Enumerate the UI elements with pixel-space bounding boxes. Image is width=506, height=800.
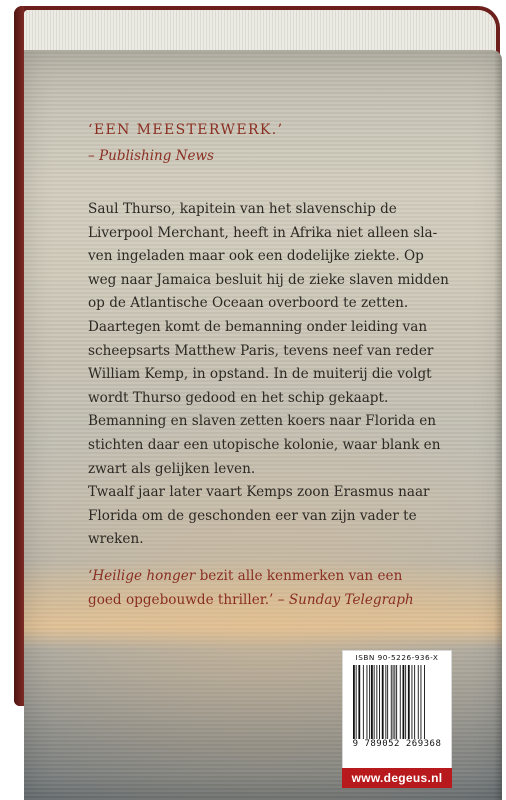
barcode-bar bbox=[358, 665, 360, 739]
review-line-1 bbox=[88, 565, 468, 589]
barcode-bar bbox=[400, 665, 401, 739]
barcode-bar bbox=[363, 665, 364, 739]
ean-number: 9 789052 269368 bbox=[352, 739, 442, 749]
barcode-bar bbox=[424, 665, 425, 739]
barcode-bar bbox=[414, 665, 415, 739]
praise-quote: ‘EEN MEESTERWERK.’ bbox=[88, 122, 284, 138]
barcode-bar bbox=[356, 665, 357, 739]
review-text-2: goed opgebouwde thriller.’ – bbox=[88, 591, 289, 608]
blurb-line: wordt Thurso gedood en het schip gekaapt. bbox=[88, 389, 389, 406]
publisher-url-badge bbox=[342, 768, 452, 788]
blurb-text bbox=[88, 198, 468, 552]
barcode-bar bbox=[421, 665, 422, 739]
blurb-line: scheepsarts Matthew Paris, tevens neef van reder bbox=[88, 342, 434, 359]
barcode-bar bbox=[376, 665, 377, 739]
barcode-bar bbox=[385, 665, 386, 739]
isbn-label: ISBN 90-5226-936-X bbox=[355, 653, 439, 662]
back-cover bbox=[24, 50, 502, 800]
barcode-bar bbox=[403, 665, 405, 739]
barcode-bar bbox=[412, 665, 413, 739]
cover-edge-shadow bbox=[494, 50, 502, 800]
barcode-bar bbox=[374, 665, 375, 739]
barcode-bar bbox=[387, 665, 388, 739]
blurb-line: Liverpool Merchant, heeft in Afrika niet alleen sla- bbox=[88, 224, 438, 241]
review-line-2 bbox=[88, 589, 468, 613]
barcode-bar bbox=[369, 665, 370, 739]
blurb-line: op de Atlantische Oceaan overboord te zetten. bbox=[88, 295, 409, 312]
praise-source-line bbox=[88, 148, 468, 164]
barcode-bars bbox=[353, 665, 441, 739]
praise-source-dash: – bbox=[88, 148, 100, 164]
praise-source: Publishing News bbox=[99, 148, 214, 164]
barcode-bar bbox=[393, 665, 394, 739]
blurb-line: Saul Thurso, kapitein van het slavenschip de bbox=[88, 201, 397, 217]
barcode-bar bbox=[396, 665, 397, 739]
blurb-line: stichten daar een utopische kolonie, waar blank en bbox=[88, 436, 441, 453]
blurb-line: Bemanning en slaven zetten koers naar Florida en bbox=[88, 413, 437, 430]
barcode-bar bbox=[382, 665, 384, 739]
blurb-line: weg naar Jamaica besluit hij de zieke slaven midden bbox=[88, 271, 449, 288]
barcode-bar bbox=[408, 665, 410, 739]
barcode-bar bbox=[367, 665, 368, 739]
blurb-line: zwart als gelijken leven. bbox=[88, 460, 256, 477]
barcode-bar bbox=[391, 665, 392, 739]
barcode-bar bbox=[405, 665, 406, 739]
barcode-bar bbox=[394, 665, 395, 739]
review-quote bbox=[88, 565, 468, 612]
blurb-line: Florida om de geschonden eer van zijn vader te bbox=[88, 507, 417, 524]
barcode-bar bbox=[418, 665, 419, 739]
blurb-line: ven ingeladen maar ook een dodelijke ziekte. Op bbox=[88, 248, 424, 265]
barcode-bar bbox=[371, 665, 373, 739]
blurb-line: Daartegen komt de bemanning onder leiding van bbox=[88, 318, 428, 335]
review-text-1: bezit alle kenmerken van een bbox=[195, 568, 403, 584]
isbn-barcode bbox=[342, 650, 452, 770]
review-source: Sunday Telegraph bbox=[288, 591, 414, 608]
blurb-line: William Kemp, in opstand. In de muiterij die volgt bbox=[88, 366, 432, 383]
barcode-bar bbox=[353, 665, 355, 739]
review-book-title: Heilige honger bbox=[92, 568, 196, 584]
blurb-line: Twaalf jaar later vaart Kemps zoon Erasmus naar bbox=[88, 484, 430, 501]
blurb-line: wreken. bbox=[88, 531, 144, 548]
publisher-url: www.degeus.nl bbox=[351, 771, 443, 785]
review-open-quote: ‘ bbox=[88, 568, 93, 584]
barcode-bar bbox=[379, 665, 380, 739]
